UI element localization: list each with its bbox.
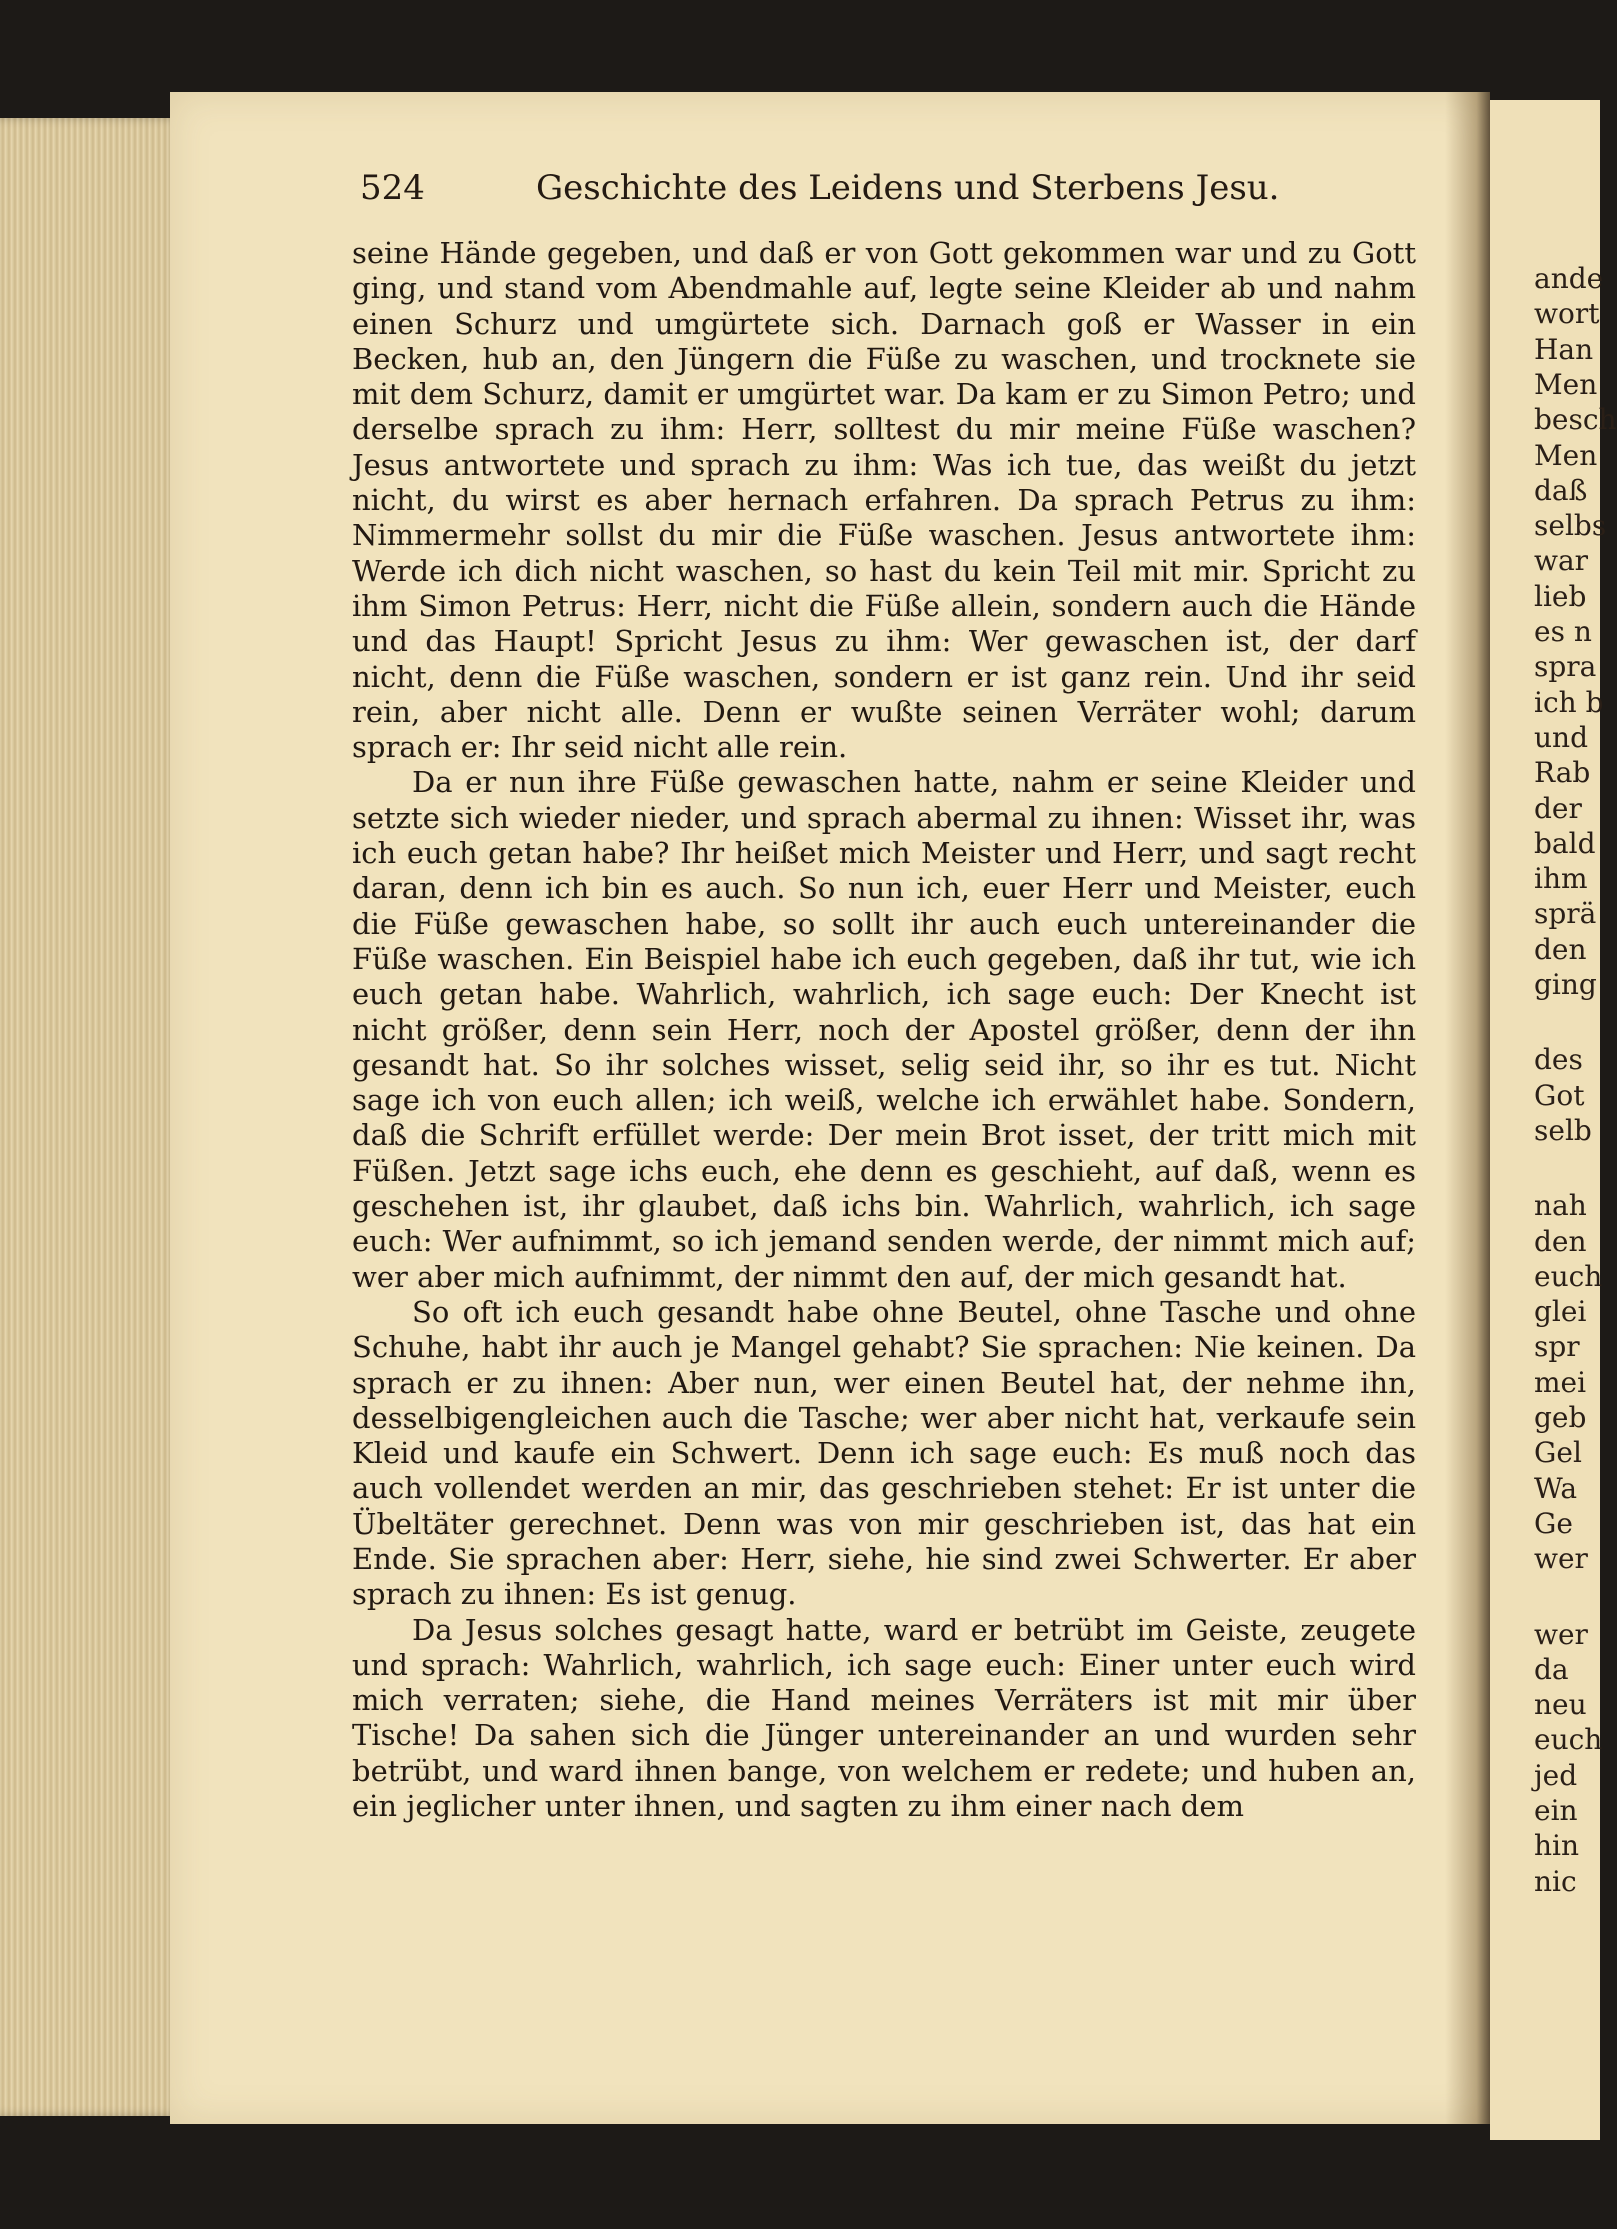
next-page-fragment: selb <box>1534 1113 1592 1147</box>
next-page-fragment: nic <box>1534 1864 1577 1898</box>
running-title: Geschichte des Leidens und Sterbens Jesu. <box>536 168 1280 208</box>
next-page-fragment: neu <box>1534 1688 1587 1722</box>
next-page-fragment: hin <box>1534 1829 1580 1863</box>
page-header <box>360 168 1280 218</box>
next-page-fragment: Men <box>1534 438 1598 472</box>
next-page-fragment: wer <box>1534 1617 1588 1651</box>
next-page-fragment: ihm <box>1534 862 1588 896</box>
next-page-fragment: Ge <box>1534 1506 1573 1540</box>
next-page-fragment: euch <box>1534 1723 1603 1757</box>
next-page-fragment: lieb <box>1534 579 1587 613</box>
paragraph-4: Da Jesus solches gesagt hatte, ward er betrübt im Geiste, zeugete und sprach: Wahrlich, wahrlich, ich sage euch: Einer unter euch wird mich verraten; siehe, die Hand meines Verräters ist mit mir über Tische! Da sahen sich die Jünger untereinander an und wurden sehr betrübt, und ward ihnen bange, von welchem er redete; und huben an, ein jeglicher unter ihnen, und sagten zu ihm einer nach dem <box>352 1612 1416 1824</box>
next-page-fragment: war <box>1534 544 1589 578</box>
next-page-fragment: sprä <box>1534 897 1597 931</box>
body-text <box>352 236 1416 1824</box>
next-page-fragment: glei <box>1534 1295 1587 1329</box>
page-number: 524 <box>360 168 425 208</box>
next-page-fragment: euch <box>1534 1259 1603 1293</box>
next-page-fragment: ande <box>1534 262 1604 295</box>
next-page-fragment: Men <box>1534 367 1598 401</box>
next-page-fragment: wort <box>1534 297 1600 331</box>
next-page-fragment: jed <box>1534 1758 1578 1792</box>
next-page-fragment: Han <box>1534 332 1594 366</box>
next-page-fragment: Got <box>1534 1078 1585 1112</box>
next-page-fragment: es n <box>1534 615 1592 648</box>
next-page-fragment: daß <box>1534 473 1588 507</box>
next-page-fragment: ein <box>1534 1794 1578 1827</box>
next-page-fragment: spra <box>1534 650 1597 684</box>
paragraph-2: Da er nun ihre Füße gewaschen hatte, nahm er seine Kleider und setzte sich wieder nieder, und sprach abermal zu ihnen: Wisset ihr, was ich euch getan habe? Ihr heißet mich Meister und Herr, und sagt recht daran, denn ich bin es auch. So nun ich, euer Herr und Meister, euch die Füße gewaschen habe, so sollt ihr auch euch untereinander die Füße waschen. Ein Beispiel habe ich euch gegeben, daß ihr tut, wie ich euch getan habe. Wahrlich, wahrlich, ich sage euch: Der Knecht ist nicht größer, denn sein Herr, noch der Apostel größer, denn der ihn gesandt hat. So ihr solches wisset, selig seid ihr, so ihr es tut. Nicht sage ich von euch allen; ich weiß, welche ich erwählet habe. Sondern, daß die Schrift erfüllet werde: Der mein Brot isset, der tritt mich mit Füßen. Jetzt sage ichs euch, ehe denn es geschieht, auf daß, wenn es geschehen ist, ihr glaubet, daß ichs bin. Wahrlich, wahrlich, ich sage euch: Wer aufnimmt, so ich jemand senden werde, der nimmt mich auf; wer aber mich aufnimmt, der nimmt den auf, der mich gesandt hat. <box>352 765 1416 1294</box>
next-page-fragment: Gel <box>1534 1436 1582 1470</box>
paragraph-3: So oft ich euch gesandt habe ohne Beutel, ohne Tasche und ohne Schuhe, habt ihr auch je Mangel gehabt? Sie sprachen: Nie keinen. Da sprach er zu ihnen: Aber nun, wer einen Beutel hat, der nehme ihn, desselbigengleichen auch die Tasche; wer aber nicht hat, verkaufe sein Kleid und kaufe ein Schwert. Denn ich sage euch: Es muß noch das auch vollendet werden an mir, das geschrieben stehet: Er ist unter die Übeltäter gerechnet. Denn was von mir geschrieben ist, das hat ein Ende. Sie sprachen aber: Herr, siehe, hie sind zwei Schwerter. Er aber sprach zu ihnen: Es ist genug. <box>352 1294 1416 1612</box>
next-page-fragment: Wa <box>1534 1471 1578 1505</box>
next-page-fragment: selbs <box>1534 509 1607 543</box>
next-page-fragment: spr <box>1534 1330 1580 1364</box>
next-page-fragment: Rab <box>1534 756 1591 790</box>
page-edges <box>0 118 182 2116</box>
next-page-fragment: besch <box>1534 403 1617 437</box>
next-page-fragment: ging <box>1534 968 1597 1001</box>
next-page-fragment: des <box>1534 1043 1583 1077</box>
next-page-fragment: und <box>1534 720 1588 754</box>
next-page-fragment: nah <box>1534 1189 1587 1223</box>
next-page-fragment: den <box>1534 1224 1587 1258</box>
next-page-fragment: bald <box>1534 826 1596 860</box>
next-page-fragment: geb <box>1534 1401 1587 1434</box>
next-page-fragment: da <box>1534 1652 1569 1686</box>
next-page-fragment: den <box>1534 932 1587 966</box>
paragraph-1: seine Hände gegeben, und daß er von Gott gekommen war und zu Gott ging, und stand vom Abendmahle auf, legte seine Kleider ab und nahm einen Schurz und umgürtete sich. Darnach goß er Wasser in ein Becken, hub an, den Jüngern die Füße zu waschen, und trocknete sie mit dem Schurz, damit er umgürtet war. Da kam er zu Simon Petro; und derselbe sprach zu ihm: Herr, solltest du mir meine Füße waschen? Jesus antwortete und sprach zu ihm: Was ich tue, das weißt du jetzt nicht, du wirst es aber hernach erfahren. Da sprach Petrus zu ihm: Nimmermehr sollst du mir die Füße waschen. Jesus antwortete ihm: Werde ich dich nicht waschen, so hast du kein Teil mit mir. Spricht zu ihm Simon Petrus: Herr, nicht die Füße allein, sondern auch die Hände und das Haupt! Spricht Jesus zu ihm: Wer gewaschen ist, der darf nicht, denn die Füße waschen, sondern er ist ganz rein. Und ihr seid rein, aber nicht alle. Denn er wußte seinen Verräter wohl; darum sprach er: Ihr seid nicht alle rein. <box>352 236 1416 765</box>
next-page-fragment: mei <box>1534 1365 1587 1399</box>
next-page-fragment: ich b <box>1534 685 1604 719</box>
next-page-fragment: der <box>1534 791 1582 825</box>
right-page-edge <box>1490 100 1617 2140</box>
next-page-fragment: wer <box>1534 1542 1588 1576</box>
book-gutter <box>1445 92 1490 2124</box>
